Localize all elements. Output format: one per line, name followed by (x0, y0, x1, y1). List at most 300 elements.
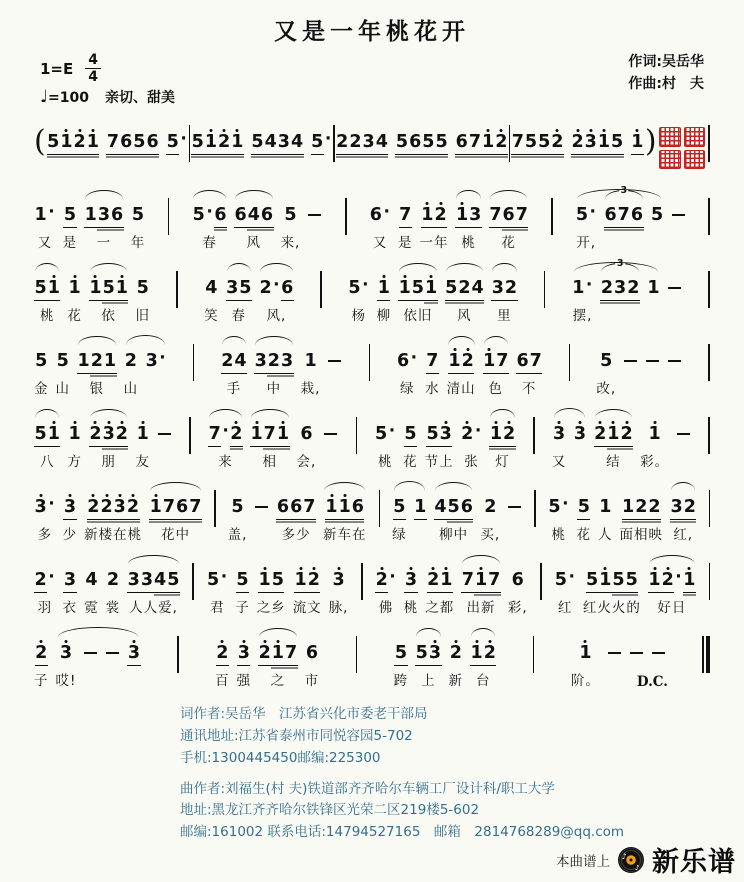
measure (348, 262, 518, 322)
note-digit: 1 (258, 569, 271, 590)
note-group (425, 408, 454, 468)
note-digit: 1 (647, 277, 660, 298)
note-digit: 5 (191, 131, 204, 152)
arc-row (228, 481, 248, 492)
arc-row (258, 627, 298, 638)
note-digit: 6 (214, 204, 227, 225)
note-digit: 5 (166, 131, 179, 152)
note-digit: 5 (34, 277, 47, 298)
note-digit: 1 (474, 569, 488, 590)
notes-row (127, 565, 180, 589)
note-group (89, 262, 129, 322)
arc-row (157, 408, 172, 419)
arc-row (34, 335, 49, 346)
barline (176, 271, 178, 308)
lyric: 花 (403, 454, 418, 470)
notes-row (427, 565, 453, 589)
notes-row (414, 492, 427, 516)
measure (207, 554, 349, 614)
note-digit: 5 (239, 277, 252, 298)
notes-row (124, 346, 137, 370)
arc-row (293, 554, 322, 565)
note-digit: 2 (90, 350, 103, 371)
note-group (215, 627, 230, 687)
notes-row (294, 565, 320, 589)
note-digit: 2 (627, 277, 640, 298)
note-digit: 2 (87, 496, 100, 517)
arc-row (447, 335, 476, 346)
note-digit: 3 (362, 131, 375, 152)
arc-row (297, 408, 317, 419)
dash-note (157, 425, 172, 443)
arc-row (329, 554, 349, 565)
note-digit: 1 (440, 569, 453, 590)
dash-note (327, 352, 342, 370)
lyric: 是 (397, 235, 413, 251)
arc-row (594, 408, 634, 419)
note-group (645, 335, 660, 395)
note-digit: 5 (415, 642, 428, 663)
lyric: 多 (37, 527, 53, 543)
note-group (323, 408, 338, 468)
slur-arc (595, 409, 633, 418)
notes-row (575, 200, 597, 224)
lyric: 流文 (292, 600, 322, 616)
lyric: 花 (576, 527, 592, 543)
note-digit: 1 (448, 350, 461, 371)
notes-row (34, 419, 60, 443)
note-digit: 5 (311, 131, 324, 152)
notes-row (59, 638, 72, 662)
measure (392, 481, 522, 541)
slur-arc (446, 263, 484, 272)
barline-thick (706, 636, 710, 673)
lyric: 张 (464, 454, 479, 470)
arc-row (620, 481, 664, 492)
lyric: 之都 (425, 600, 455, 616)
note-digit: 3 (63, 496, 76, 517)
note-digit: 5 (47, 131, 60, 152)
barline (356, 636, 358, 673)
arc-row (645, 335, 660, 346)
notes-row (157, 419, 172, 443)
note-digit: 2 (571, 131, 584, 152)
slur-arc (399, 263, 437, 272)
arc-row (323, 408, 338, 419)
notes-row (276, 492, 316, 516)
duration-dot: · (562, 494, 569, 514)
note-group (640, 408, 669, 468)
key-tempo-block (40, 52, 704, 107)
note-digit: 5 (447, 496, 460, 517)
note-digit: 1 (304, 350, 317, 371)
arc-row (106, 116, 159, 127)
note-digit: 6 (502, 204, 515, 225)
note-digit: 1 (424, 277, 438, 298)
arc-row (208, 408, 243, 419)
note-digit: 1 (631, 131, 644, 152)
note-digit: 2 (635, 496, 648, 517)
arc-row (34, 189, 56, 200)
note-digit: 1 (86, 131, 99, 152)
barline (192, 563, 194, 600)
arc-row (67, 262, 82, 273)
note-group (235, 554, 250, 614)
arc-row (470, 627, 496, 638)
note-digit: 2 (349, 131, 362, 152)
dash-note (83, 644, 98, 662)
note-digit: 2 (218, 131, 231, 152)
note-digit: 1 (377, 277, 390, 298)
duration-dot: · (180, 129, 187, 149)
note-digit: 3 (469, 204, 482, 225)
slur-arc (324, 482, 366, 491)
notes-row (35, 638, 48, 662)
note-digit: 5 (251, 131, 264, 152)
lyric: 来 (218, 454, 233, 470)
barline (708, 344, 710, 381)
lyric: 哎! (55, 673, 77, 689)
note-digit: 5 (586, 569, 599, 590)
note-digit: 2 (34, 569, 47, 590)
arc-row (257, 554, 286, 565)
note-group (375, 554, 397, 614)
notes-row (311, 127, 333, 151)
arc-row (554, 554, 576, 565)
lyric: 面相映 (619, 527, 664, 543)
slur-arc (251, 409, 289, 418)
duration-dot: · (585, 275, 593, 295)
lyric: 绿 (392, 527, 407, 543)
notes-row (594, 419, 634, 443)
lyric: 又 (551, 454, 567, 470)
note-digit: 1 (599, 569, 612, 590)
notes-row (63, 565, 76, 589)
slur-arc (235, 190, 273, 199)
duration-dot: · (48, 202, 55, 222)
site-watermark[interactable] (556, 840, 736, 879)
note-digit: 2 (100, 496, 113, 517)
note-digit: 1 (572, 277, 585, 298)
lyric: 子 (235, 600, 250, 616)
note-digit: 3 (491, 277, 504, 298)
slur-arc (209, 409, 242, 418)
note-group (34, 481, 56, 541)
measure (554, 554, 696, 614)
watermark-prefix-text: 本曲谱上 (556, 853, 610, 870)
arc-row (89, 408, 129, 419)
arc-row (461, 408, 483, 419)
notes-row (516, 346, 542, 370)
note-digit: 5 (554, 569, 567, 590)
note-digit: 7 (496, 350, 509, 371)
notes-row (629, 638, 644, 662)
arc-row (598, 481, 613, 492)
measure (34, 554, 180, 614)
svg-text:♪: ♪ (621, 851, 627, 861)
lyric: 桃 (39, 308, 55, 324)
notes-row (149, 492, 202, 516)
notes-row (87, 492, 140, 516)
notes-row (572, 273, 594, 297)
notes-row (77, 346, 117, 370)
lyric: 风 (457, 308, 472, 324)
arc-row (398, 189, 413, 200)
red-seal-stamp (659, 127, 705, 169)
arc-row (629, 627, 644, 638)
note-digit: 2 (258, 642, 271, 663)
slur-arc (448, 336, 475, 345)
note-group (447, 335, 476, 395)
notes-row (670, 492, 696, 516)
note-group (394, 627, 409, 687)
note-digit: 6 (146, 131, 159, 152)
dc-marker: D.C. (636, 674, 668, 690)
music-system (34, 185, 710, 251)
barline (708, 271, 710, 308)
barline (356, 417, 358, 454)
notes-row (254, 492, 269, 516)
note-digit: 2 (551, 131, 564, 152)
arc-row (571, 116, 624, 127)
measure (572, 258, 682, 324)
measure (511, 116, 644, 176)
note-digit: 1 (89, 277, 102, 298)
barline (193, 344, 195, 381)
measure (552, 408, 691, 468)
music-system (34, 554, 710, 615)
note-digit: 1 (483, 350, 496, 371)
slur-arc (78, 336, 116, 345)
arc-row (507, 481, 522, 492)
notes-row (484, 492, 497, 516)
lyric: 年 (130, 235, 146, 251)
note-group (480, 481, 500, 541)
lyric: 方 (67, 454, 82, 470)
lyric: 山 (123, 381, 139, 397)
notes-row (166, 127, 188, 151)
notes-row (369, 200, 391, 224)
music-system (34, 116, 710, 177)
note-digit: 4 (434, 496, 447, 517)
arc-row (425, 554, 454, 565)
slur-arc (90, 409, 128, 418)
barline (369, 344, 371, 381)
arc-row (425, 335, 440, 346)
note-digit: 3 (280, 350, 294, 371)
note-digit: 3 (428, 642, 442, 663)
barline (333, 125, 335, 162)
notes-row (305, 638, 318, 662)
note-group (461, 554, 501, 614)
lyric: 桃 (461, 235, 476, 251)
lyric: 一年 (419, 235, 449, 251)
note-digit: 5 (136, 277, 149, 298)
lyric: 桃 (403, 600, 419, 616)
lyric: 彩, (507, 600, 528, 616)
note-group (434, 481, 474, 541)
note-digit: 6 (176, 496, 189, 517)
note-digit: 3 (277, 131, 290, 152)
dash-note (645, 352, 660, 370)
notes-row (284, 200, 297, 224)
measure (34, 189, 145, 249)
lyric: 红 (557, 600, 573, 616)
note-digit: 6 (455, 131, 468, 152)
note-digit: 5 (411, 277, 424, 298)
lyric: 来, (280, 235, 301, 251)
note-group (489, 408, 515, 468)
key-signature: 1=E (40, 59, 74, 78)
slur-arc (35, 263, 59, 272)
note-digit: 2 (126, 496, 140, 517)
dash-note (623, 352, 638, 370)
time-signature-bottom: 4 (88, 69, 99, 86)
contact-footer (180, 704, 744, 844)
vinyl-record-icon (617, 846, 645, 874)
slur-arc (490, 409, 514, 418)
slur-arc (85, 190, 123, 199)
seal-glyph (684, 150, 706, 170)
notes-row (676, 419, 691, 443)
notes-row (332, 565, 345, 589)
notes-row (553, 419, 566, 443)
barline (544, 271, 546, 308)
lyric: 新车在 (322, 527, 367, 543)
notes-row (455, 200, 481, 224)
arc-row (395, 116, 448, 127)
note-digit: 5 (651, 204, 664, 225)
notes-row (607, 638, 622, 662)
arc-row (56, 335, 71, 346)
notes-row (259, 273, 294, 297)
measure (192, 189, 322, 249)
lyric: 节上 (424, 454, 454, 470)
notes-row (231, 492, 244, 516)
notes-row (577, 492, 590, 516)
arc-row (34, 262, 60, 273)
duration-dot: · (48, 567, 55, 587)
measure (47, 116, 188, 176)
arc-row (607, 627, 622, 638)
notes-row (192, 200, 227, 224)
notes-row (34, 565, 56, 589)
measure (575, 185, 685, 251)
note-group (258, 627, 298, 687)
duration-dot: · (222, 421, 229, 441)
lyric: 子 (34, 673, 49, 689)
dash-note (667, 352, 682, 370)
note-group (398, 262, 438, 322)
notes-row (207, 565, 229, 589)
lyric: 摆, (572, 308, 593, 324)
note-group (89, 408, 129, 468)
arc-row (301, 335, 321, 346)
lyric: 杨 (351, 308, 366, 324)
notes-row (586, 565, 639, 589)
barline (509, 125, 511, 162)
arc-row (34, 481, 56, 492)
measure (375, 554, 528, 614)
note-digit: 2 (267, 350, 280, 371)
note-digit: 3 (34, 496, 47, 517)
lyric: 又 (372, 235, 388, 251)
arc-row (204, 262, 219, 273)
note-group (449, 627, 464, 687)
note-group (297, 408, 317, 468)
notes-row (205, 273, 218, 297)
note-digit: 2 (216, 642, 229, 663)
note-digit: 5 (284, 204, 297, 225)
note-digit: 1 (149, 496, 162, 517)
measure (34, 335, 167, 395)
note-group (375, 408, 397, 468)
note-group (254, 481, 269, 541)
music-system (34, 627, 710, 688)
note-digit: 5 (524, 131, 538, 152)
measure (215, 627, 319, 687)
slur-arc (193, 190, 226, 199)
lyric: 一 (96, 235, 112, 251)
note-digit: 6 (604, 204, 617, 225)
note-digit: 5 (611, 131, 624, 152)
dash-note (507, 498, 522, 516)
lyric: 霓 (84, 600, 99, 616)
measure (221, 335, 343, 395)
arc-row (489, 189, 529, 200)
note-group (483, 335, 509, 395)
note-digit: 4 (264, 131, 277, 152)
lyric: 脉, (328, 600, 349, 616)
note-digit: 1 (648, 569, 661, 590)
arc-row (192, 189, 227, 200)
notes-row (491, 273, 517, 297)
note-group (577, 481, 592, 541)
note-group (404, 554, 419, 614)
note-digit: 3 (59, 642, 73, 663)
arc-row (648, 554, 696, 565)
arc-row (166, 116, 188, 127)
arc-row (234, 189, 274, 200)
note-group (257, 554, 286, 614)
slur-arc (456, 190, 480, 199)
note-group (34, 335, 49, 395)
note-digit: 1 (482, 131, 495, 152)
notes-row (434, 492, 474, 516)
notes-row (68, 273, 81, 297)
notes-row (604, 200, 644, 224)
note-digit: 7 (263, 423, 276, 444)
note-digit: 1 (398, 277, 411, 298)
lyric: 买, (480, 527, 501, 543)
barline (569, 344, 571, 381)
time-signature (85, 52, 101, 85)
seal-glyph (659, 127, 681, 147)
note-group (67, 262, 82, 322)
note-digit: 2 (375, 569, 388, 590)
barline (189, 125, 191, 162)
lyric: 银 (89, 381, 105, 397)
arc-row (305, 627, 320, 638)
note-digit: 6 (120, 131, 133, 152)
note-digit: 5 (575, 204, 589, 225)
note-digit: 7 (529, 350, 542, 371)
slur-arc (128, 555, 179, 564)
lyric: 好日 (657, 600, 687, 616)
music-system (34, 258, 710, 324)
arc-row (250, 408, 290, 419)
note-group (131, 189, 146, 249)
